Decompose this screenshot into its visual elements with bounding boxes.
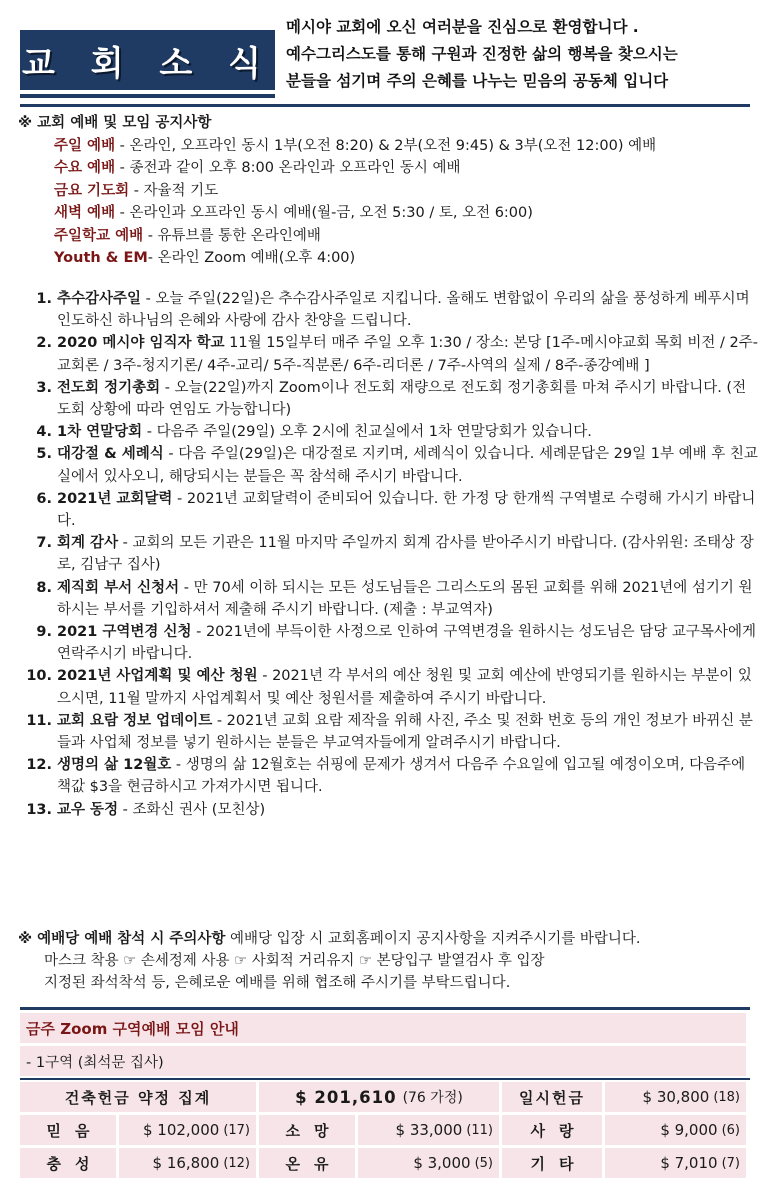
item-text — [57, 443, 758, 487]
item-body: - 다음주 주일(29일) 오후 2시에 친교실에서 1차 연말당회가 있습니다. — [142, 424, 592, 441]
table-row — [20, 1082, 746, 1112]
count: (17) — [223, 1122, 250, 1138]
item-body: - 만 70세 이하 되시는 모든 성도님들은 그리스도의 몸된 교회를 위해 2021년에 섬기기 원하시는 부서를 기입하셔서 제출해 주시기 바랍니다. (제출 : 부교역자) — [57, 579, 753, 618]
service-row — [18, 135, 758, 158]
item-number: 3. — [36, 379, 52, 396]
service-desc: - 유튜브를 통한 온라인예배 — [143, 227, 321, 244]
section-divider — [20, 1007, 750, 1010]
item-number: 9. — [36, 624, 52, 641]
item-text — [57, 799, 758, 821]
service-row — [18, 202, 758, 225]
count: (7) — [721, 1155, 740, 1171]
total-count: (76 가정) — [402, 1090, 463, 1106]
welcome-line: 예수그리스도를 통해 구원과 진정한 삶의 행복을 찾으시는 — [286, 45, 678, 63]
list-item — [18, 488, 758, 532]
category-label: 사랑 — [502, 1115, 602, 1145]
title-underline — [20, 94, 275, 98]
service-row — [18, 180, 758, 203]
category-label: 온유 — [259, 1148, 355, 1178]
item-number: 6. — [36, 490, 52, 507]
category-label: 충성 — [20, 1148, 116, 1178]
caution-title: ※ 예배당 예배 참석 시 주의사항 — [18, 931, 226, 947]
item-number: 2. — [36, 335, 52, 352]
service-row — [18, 247, 758, 270]
item-number: 4. — [36, 424, 52, 441]
category-amount — [358, 1115, 499, 1145]
item-text — [57, 532, 758, 576]
item-number: 8. — [36, 579, 52, 596]
amount: $ 9,000 — [660, 1121, 718, 1139]
amount: $ 3,000 — [413, 1154, 471, 1172]
item-title: 1차 연말당회 — [57, 424, 143, 441]
amount: $ 102,000 — [142, 1121, 220, 1139]
item-title: 제직회 부서 신청서 — [57, 579, 180, 596]
item-text — [57, 665, 758, 709]
list-item — [18, 621, 758, 665]
service-name: 금요 기도회 — [54, 182, 130, 199]
caution-first-line — [18, 928, 758, 950]
item-title: 2021년 사업계획 및 예산 청원 — [57, 668, 258, 685]
page-title: 교 회 소 식 — [20, 30, 275, 90]
service-name: 주일 예배 — [54, 137, 116, 154]
offering-table — [20, 1082, 746, 1181]
caution-text: 지정된 좌석착석 등, 은혜로운 예배를 위해 협조해 주시기를 부탁드립니다. — [44, 975, 511, 991]
item-title: 2020 메시야 임직자 학교 — [57, 335, 225, 352]
list-item — [18, 443, 758, 487]
section-divider — [20, 1078, 750, 1080]
caution-text: 예배당 입장 시 교회홈페이지 공지사항을 지켜주시기를 바랍니다. — [225, 931, 641, 947]
item-number: 1. — [36, 291, 52, 307]
service-row — [18, 225, 758, 248]
category-amount — [358, 1148, 499, 1178]
item-number: 5. — [36, 446, 52, 463]
list-item — [18, 799, 758, 821]
service-notice — [18, 112, 758, 270]
service-name: 새벽 예배 — [54, 205, 116, 221]
category-label: 소망 — [259, 1115, 355, 1145]
bulletin-header — [0, 0, 776, 108]
item-number: 11. — [26, 712, 52, 729]
count: (12) — [223, 1155, 250, 1171]
welcome-message — [286, 14, 766, 95]
list-item — [18, 532, 758, 576]
list-item — [18, 332, 758, 376]
table-row — [20, 1148, 746, 1178]
count: (18) — [713, 1089, 740, 1105]
item-number: 7. — [36, 535, 52, 552]
announcement-list — [18, 288, 758, 821]
item-text — [57, 710, 758, 754]
item-title: 생명의 삶 12월호 — [57, 757, 172, 774]
amount: $ 16,800 — [152, 1154, 220, 1172]
item-body: - 오늘 주일(22일)은 추수감사주일로 지킵니다. 올해도 변함없이 우리의 삶을 풍성하게 베푸시며 인도하신 하나님의 은혜와 사랑에 감사 찬양을 드립니다. — [57, 291, 750, 330]
item-title: 대강절 & 세례식 — [57, 446, 164, 463]
list-item — [18, 288, 758, 332]
amount: $ 30,800 — [642, 1088, 710, 1106]
service-desc: - 종전과 같이 오후 8:00 온라인과 오프라인 동시 예배 — [115, 160, 461, 176]
list-item — [18, 665, 758, 709]
category-amount — [605, 1148, 746, 1178]
amount: $ 33,000 — [395, 1121, 463, 1139]
list-item — [18, 421, 758, 443]
welcome-line: 분들을 섬기며 주의 은혜를 나누는 믿음의 공동체 입니다 — [286, 72, 669, 90]
temp-offering-label: 일시헌금 — [502, 1082, 602, 1112]
item-text — [57, 621, 758, 665]
item-title: 회계 감사 — [57, 535, 119, 552]
service-desc: - 온라인 Zoom 예배(오후 4:00) — [147, 250, 356, 266]
item-body: - 2021년에 부득이한 사정으로 인하여 구역변경을 원하시는 성도님은 담당 교구목사에게 연락주시기 바랍니다. — [57, 624, 756, 663]
count: (11) — [466, 1122, 493, 1138]
category-amount — [119, 1115, 256, 1145]
item-body: - 조화신 권사 (모친상) — [118, 801, 266, 818]
service-desc: - 온라인과 오프라인 동시 예배(월-금, 오전 5:30 / 토, 오전 6:00) — [115, 205, 533, 221]
service-name: 주일학교 예배 — [54, 227, 144, 244]
item-number: 12. — [26, 757, 52, 774]
item-text — [57, 577, 758, 621]
list-item — [18, 754, 758, 798]
item-body: - 2021년 각 부서의 예산 청원 및 교회 예산에 반영되기를 원하시는 부분이 있으시면, 11월 말까지 사업계획서 및 예산 청원서를 제출하여 주시기 바랍니다. — [57, 668, 752, 707]
service-name: Youth & EM — [54, 250, 148, 266]
caution-steps: 마스크 착용 ☞ 손세정제 사용 ☞ 사회적 거리유지 ☞ 본당입구 발열검사 후 입장 — [44, 953, 545, 969]
service-desc: - 온라인, 오프라인 동시 1부(오전 8:20) & 2부(오전 9:45) & 3부(오전 12:00) 예배 — [115, 137, 657, 154]
list-item — [18, 377, 758, 421]
item-body: - 2021년 교회달력이 준비되어 있습니다. 한 가정 당 한개씩 구역별로 수령해 가시기 바랍니다. — [57, 490, 756, 530]
item-title: 2021 구역변경 신청 — [57, 624, 192, 641]
category-label: 믿음 — [20, 1115, 116, 1145]
item-text — [57, 754, 758, 798]
item-text — [57, 488, 758, 532]
welcome-line: 메시야 교회에 오신 여러분을 진심으로 환영합니다 . — [286, 18, 639, 36]
zoom-heading: 금주 Zoom 구역예배 모임 안내 — [20, 1013, 746, 1043]
service-name: 수요 예배 — [54, 160, 116, 176]
item-body: 11월 15일부터 매주 주일 오후 1:30 / 장소: 본당 [1주-메시야교회 목회 비전 / 2주-교회론 / 3주-청지기론/ 4주-교리/ 5주-직분론/ 6주-리더론 / 7주-사역의 실제 / 8주-종강예배 ] — [57, 335, 758, 374]
temp-offering-amount — [605, 1082, 746, 1112]
item-body: - 2021년 교회 요람 제작을 위해 사진, 주소 및 전화 번호 등의 개인 정보가 바뀌신 분들과 사업체 정보를 넣기 원하시는 분들은 부교역자들에게 알려주시기 바랍니다. — [57, 712, 753, 752]
item-title: 추수감사주일 — [57, 291, 142, 307]
amount: $ 7,010 — [660, 1154, 718, 1172]
table-row — [20, 1115, 746, 1145]
count: (5) — [474, 1155, 493, 1171]
item-text — [57, 421, 758, 443]
item-body: - 다음 주일(29일)은 대강절로 지키며, 세례식이 있습니다. 세례문답은 29일 1부 예배 후 친교실에서 있사오니, 해당되시는 분들은 꼭 참석해 주시기 바랍니다. — [57, 446, 758, 485]
building-fund-total — [259, 1082, 499, 1112]
item-text — [57, 332, 758, 376]
category-amount — [605, 1115, 746, 1145]
category-amount — [119, 1148, 256, 1178]
item-title: 교우 동정 — [57, 801, 119, 818]
item-body: - 생명의 삶 12월호는 쉬핑에 문제가 생겨서 다음주 수요일에 입고될 예정이오며, 다음주에 책값 $3을 현금하시고 가져가시면 됩니다. — [57, 757, 746, 796]
category-label: 기타 — [502, 1148, 602, 1178]
list-item — [18, 710, 758, 754]
header-divider — [20, 104, 750, 107]
item-body: - 교회의 모든 기관은 11월 마지막 주일까지 회계 감사를 받아주시기 바랍니다. (감사위원: 조태상 장로, 김남구 집사) — [57, 535, 754, 574]
item-text — [57, 377, 758, 421]
building-fund-label: 건축헌금 약정 집계 — [20, 1082, 256, 1112]
item-number: 10. — [26, 668, 52, 685]
service-desc: - 자율적 기도 — [129, 182, 219, 199]
count: (6) — [721, 1122, 740, 1138]
item-title: 교회 요람 정보 업데이트 — [57, 712, 213, 729]
item-number: 13. — [26, 801, 52, 818]
service-row — [18, 157, 758, 180]
list-item — [18, 577, 758, 621]
item-title: 2021년 교회달력 — [57, 490, 173, 507]
notice-heading: ※ 교회 예배 및 모임 공지사항 — [18, 115, 212, 131]
zoom-group-row: - 1구역 (최석문 집사) — [20, 1046, 746, 1076]
item-text — [57, 288, 758, 332]
worship-caution — [18, 928, 758, 994]
item-title: 전도회 정기총회 — [57, 379, 161, 396]
total-amount: $ 201,610 — [295, 1087, 397, 1107]
item-body: - 오늘(22일)까지 Zoom이나 전도회 재량으로 전도회 정기총회를 마쳐 주시기 바랍니다. (전도회 상황에 따라 연임도 가능합니다) — [57, 379, 747, 419]
